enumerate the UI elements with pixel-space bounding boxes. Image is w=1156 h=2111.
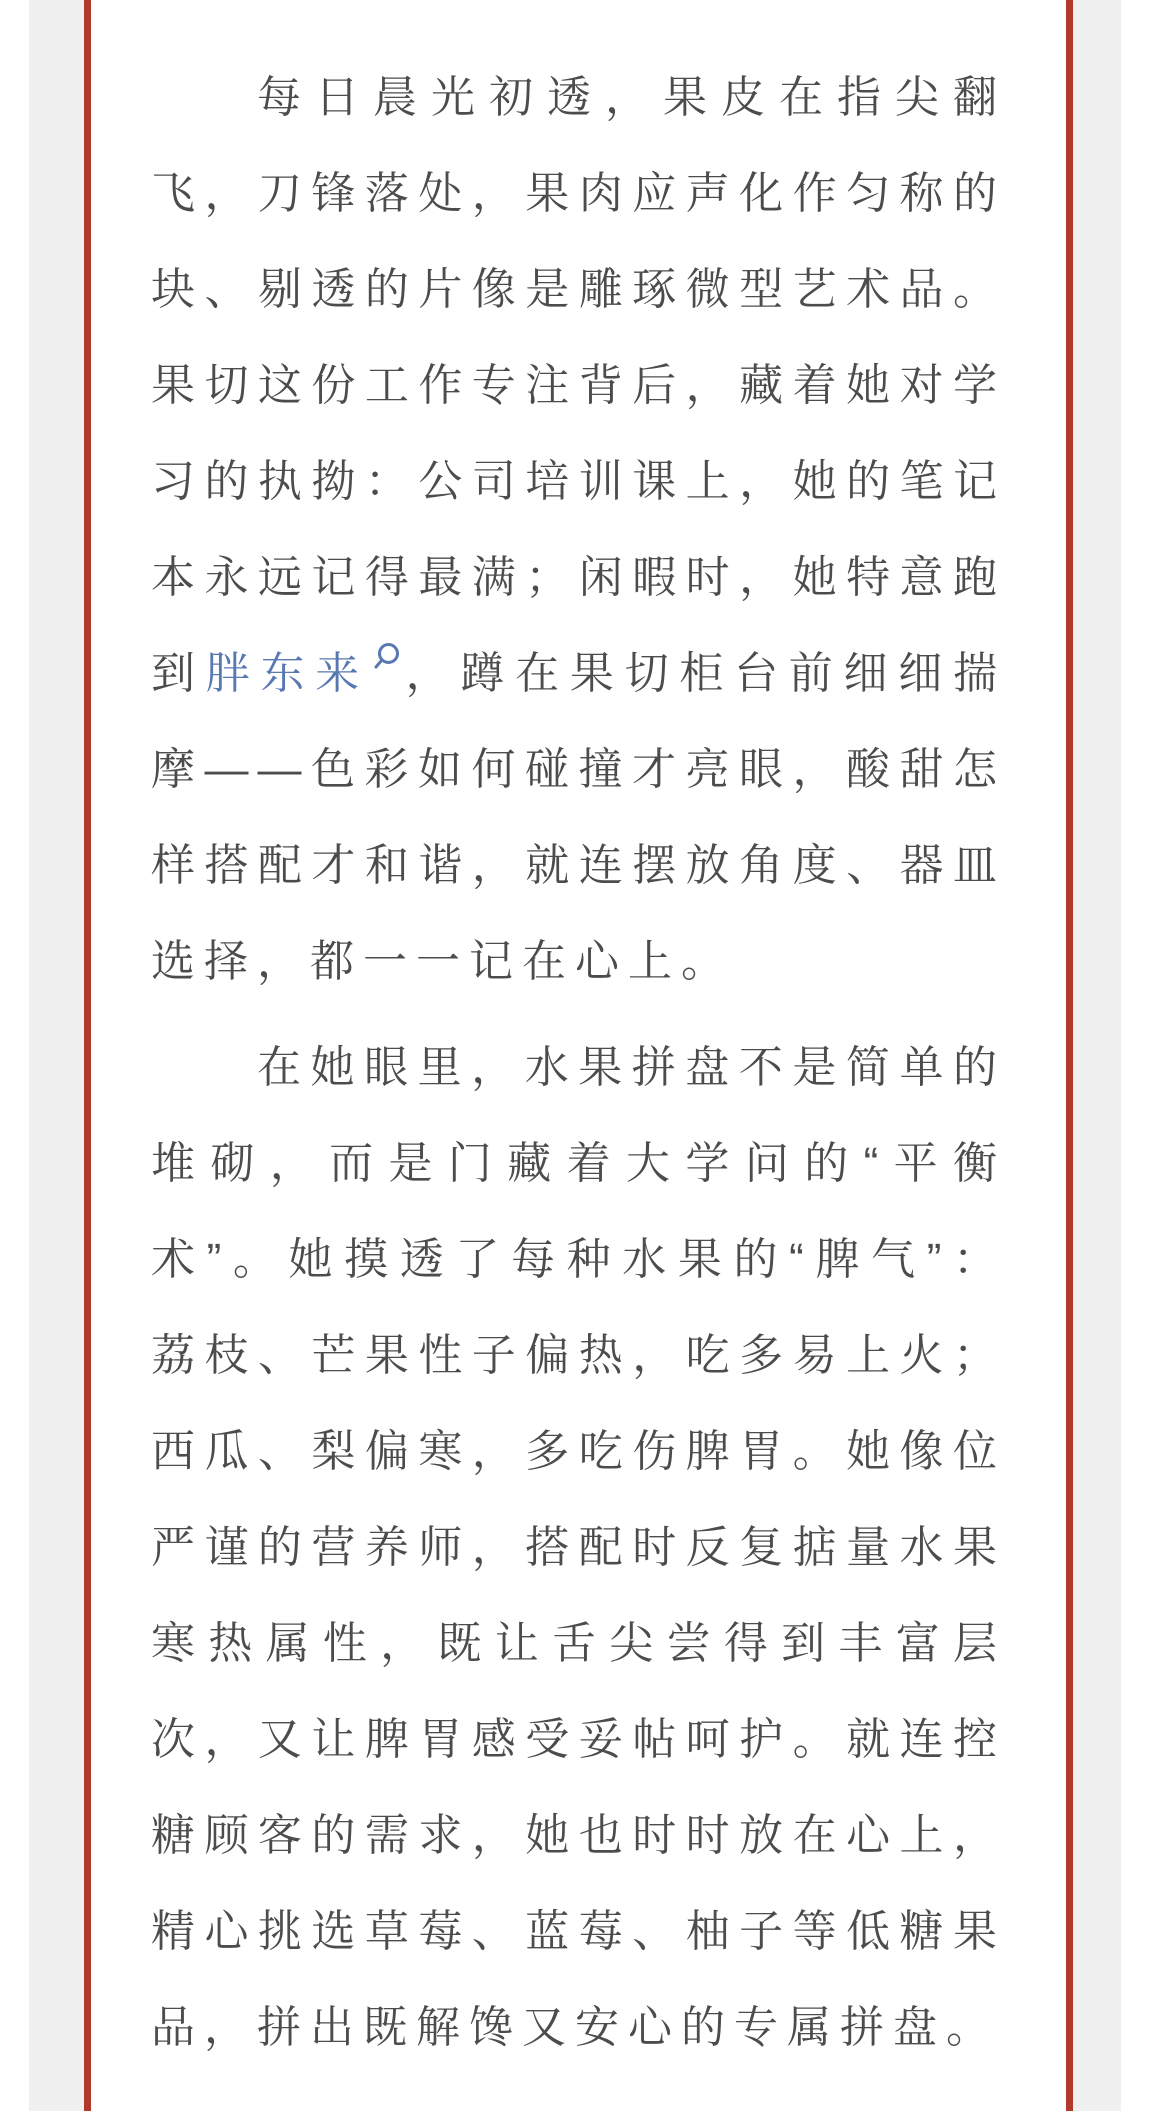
- entity-link-pangdonglai[interactable]: 胖东来: [205, 649, 370, 698]
- search-icon[interactable]: [372, 640, 402, 674]
- paragraph-text: 每日晨光初透，果皮在指尖翻飞，刀锋落处，果肉应声化作匀称的块、剔透的片像是雕琢微型艺术品。果切这份工作专注背后，藏着她对学习的执拗：公司培训课上，她的笔记本永远记得最满；闲暇时，她特意跑到: [151, 73, 1006, 698]
- paragraph: 在她眼里，水果拼盘不是简单的堆砌，而是门藏着大学问的“平衡术”。她摸透了每种水果的“脾气”：荔枝、芒果性子偏热，吃多易上火；西瓜、梨偏寒，多吃伤脾胃。她像位严谨的营养师，搭配时反复掂量水果寒热属性，既让舌尖尝得到丰富层次，又让脾胃感受妥帖呵护。就连控糖顾客的需求，她也时时放在心上，精心挑选草莓、蓝莓、柚子等低糖果品，拼出既解馋又安心的专属拼盘。: [151, 1043, 1006, 2052]
- article-card: [84, 0, 1073, 2111]
- paragraph: [151, 50, 1006, 1010]
- article-body: [91, 0, 1066, 2076]
- paragraph-text: ，蹲在果切柜台前细细揣摩——色彩如何碰撞才亮眼，酸甜怎样搭配才和谐，就连摆放角度、器皿选择，都一一记在心上。: [151, 649, 1007, 986]
